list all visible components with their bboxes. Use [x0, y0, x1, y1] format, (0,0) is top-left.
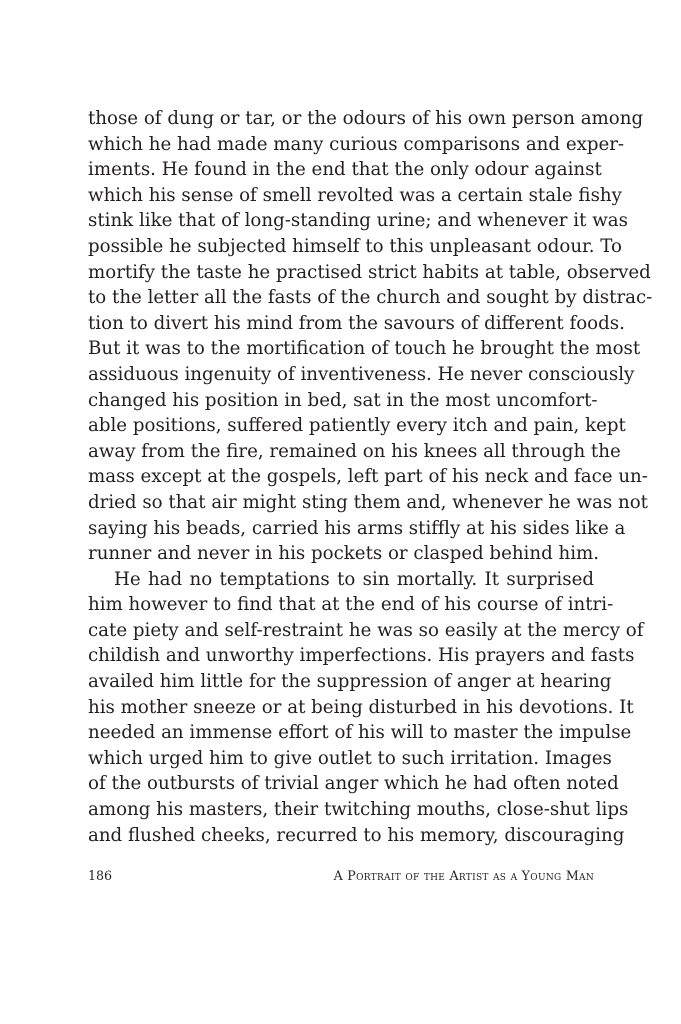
text-line: mass except at the gospels, left part of his neck and face un-: [88, 466, 648, 488]
text-line: which he had made many curious comparisons and exper-: [88, 133, 625, 155]
text-line: dried so that air might sting them and, whenever he was not: [88, 491, 648, 513]
text-line: But it was to the mortification of touch he brought the most: [88, 338, 641, 360]
text-line: availed him little for the suppression of anger at hearing: [88, 671, 612, 693]
text-line: and flushed cheeks, recurred to his memory, discouraging: [88, 824, 625, 846]
text-line: needed an immense effort of his will to master the impulse: [88, 722, 632, 744]
text-line: changed his position in bed, sat in the most uncomfort-: [88, 389, 598, 411]
text-line: which his sense of smell revolted was a certain stale fishy: [88, 184, 622, 206]
page-number: 186: [88, 868, 113, 883]
text-line: childish and unworthy imperfections. His prayers and fasts: [88, 645, 635, 667]
paragraph-end-line: runner and never in his pockets or clasped behind him.: [88, 543, 600, 565]
running-title: A Portrait of the Artist as a Young Man: [333, 868, 594, 883]
text-line: tion to divert his mind from the savours of different foods.: [88, 312, 625, 334]
text-line: away from the fire, remained on his knees all through the: [88, 440, 621, 462]
text-line: to the letter all the fasts of the church and sought by distrac-: [88, 287, 653, 309]
text-line: able positions, suffered patiently every itch and pain, kept: [88, 415, 626, 437]
text-line: his mother sneeze or at being disturbed in his devotions. It: [88, 696, 634, 718]
body-text: [88, 106, 653, 848]
text-line: saying his beads, carried his arms stiffly at his sides like a: [88, 517, 626, 539]
text-line: among his masters, their twitching mouths, close-shut lips: [88, 799, 629, 821]
text-line: those of dung or tar, or the odours of his own person among: [88, 108, 644, 129]
text-line: him however to find that at the end of his course of intri-: [88, 594, 614, 616]
text-line: which urged him to give outlet to such irritation. Images: [88, 747, 612, 769]
text-line: possible he subjected himself to this unpleasant odour. To: [88, 235, 622, 257]
text-line: cate piety and self-restraint he was so easily at the mercy of: [88, 619, 644, 641]
text-line: stink like that of long-standing urine; and whenever it was: [88, 210, 628, 232]
text-line: mortify the taste he practised strict habits at table, observed: [88, 261, 651, 283]
page-footer: [88, 868, 594, 883]
text-line: assiduous ingenuity of inventiveness. He never consciously: [88, 363, 635, 385]
text-line: of the outbursts of trivial anger which he had often noted: [88, 773, 619, 795]
text-line: iments. He found in the end that the only odour against: [88, 159, 602, 181]
paragraph-start-line: He had no temptations to sin mortally. It surprised: [114, 568, 594, 590]
